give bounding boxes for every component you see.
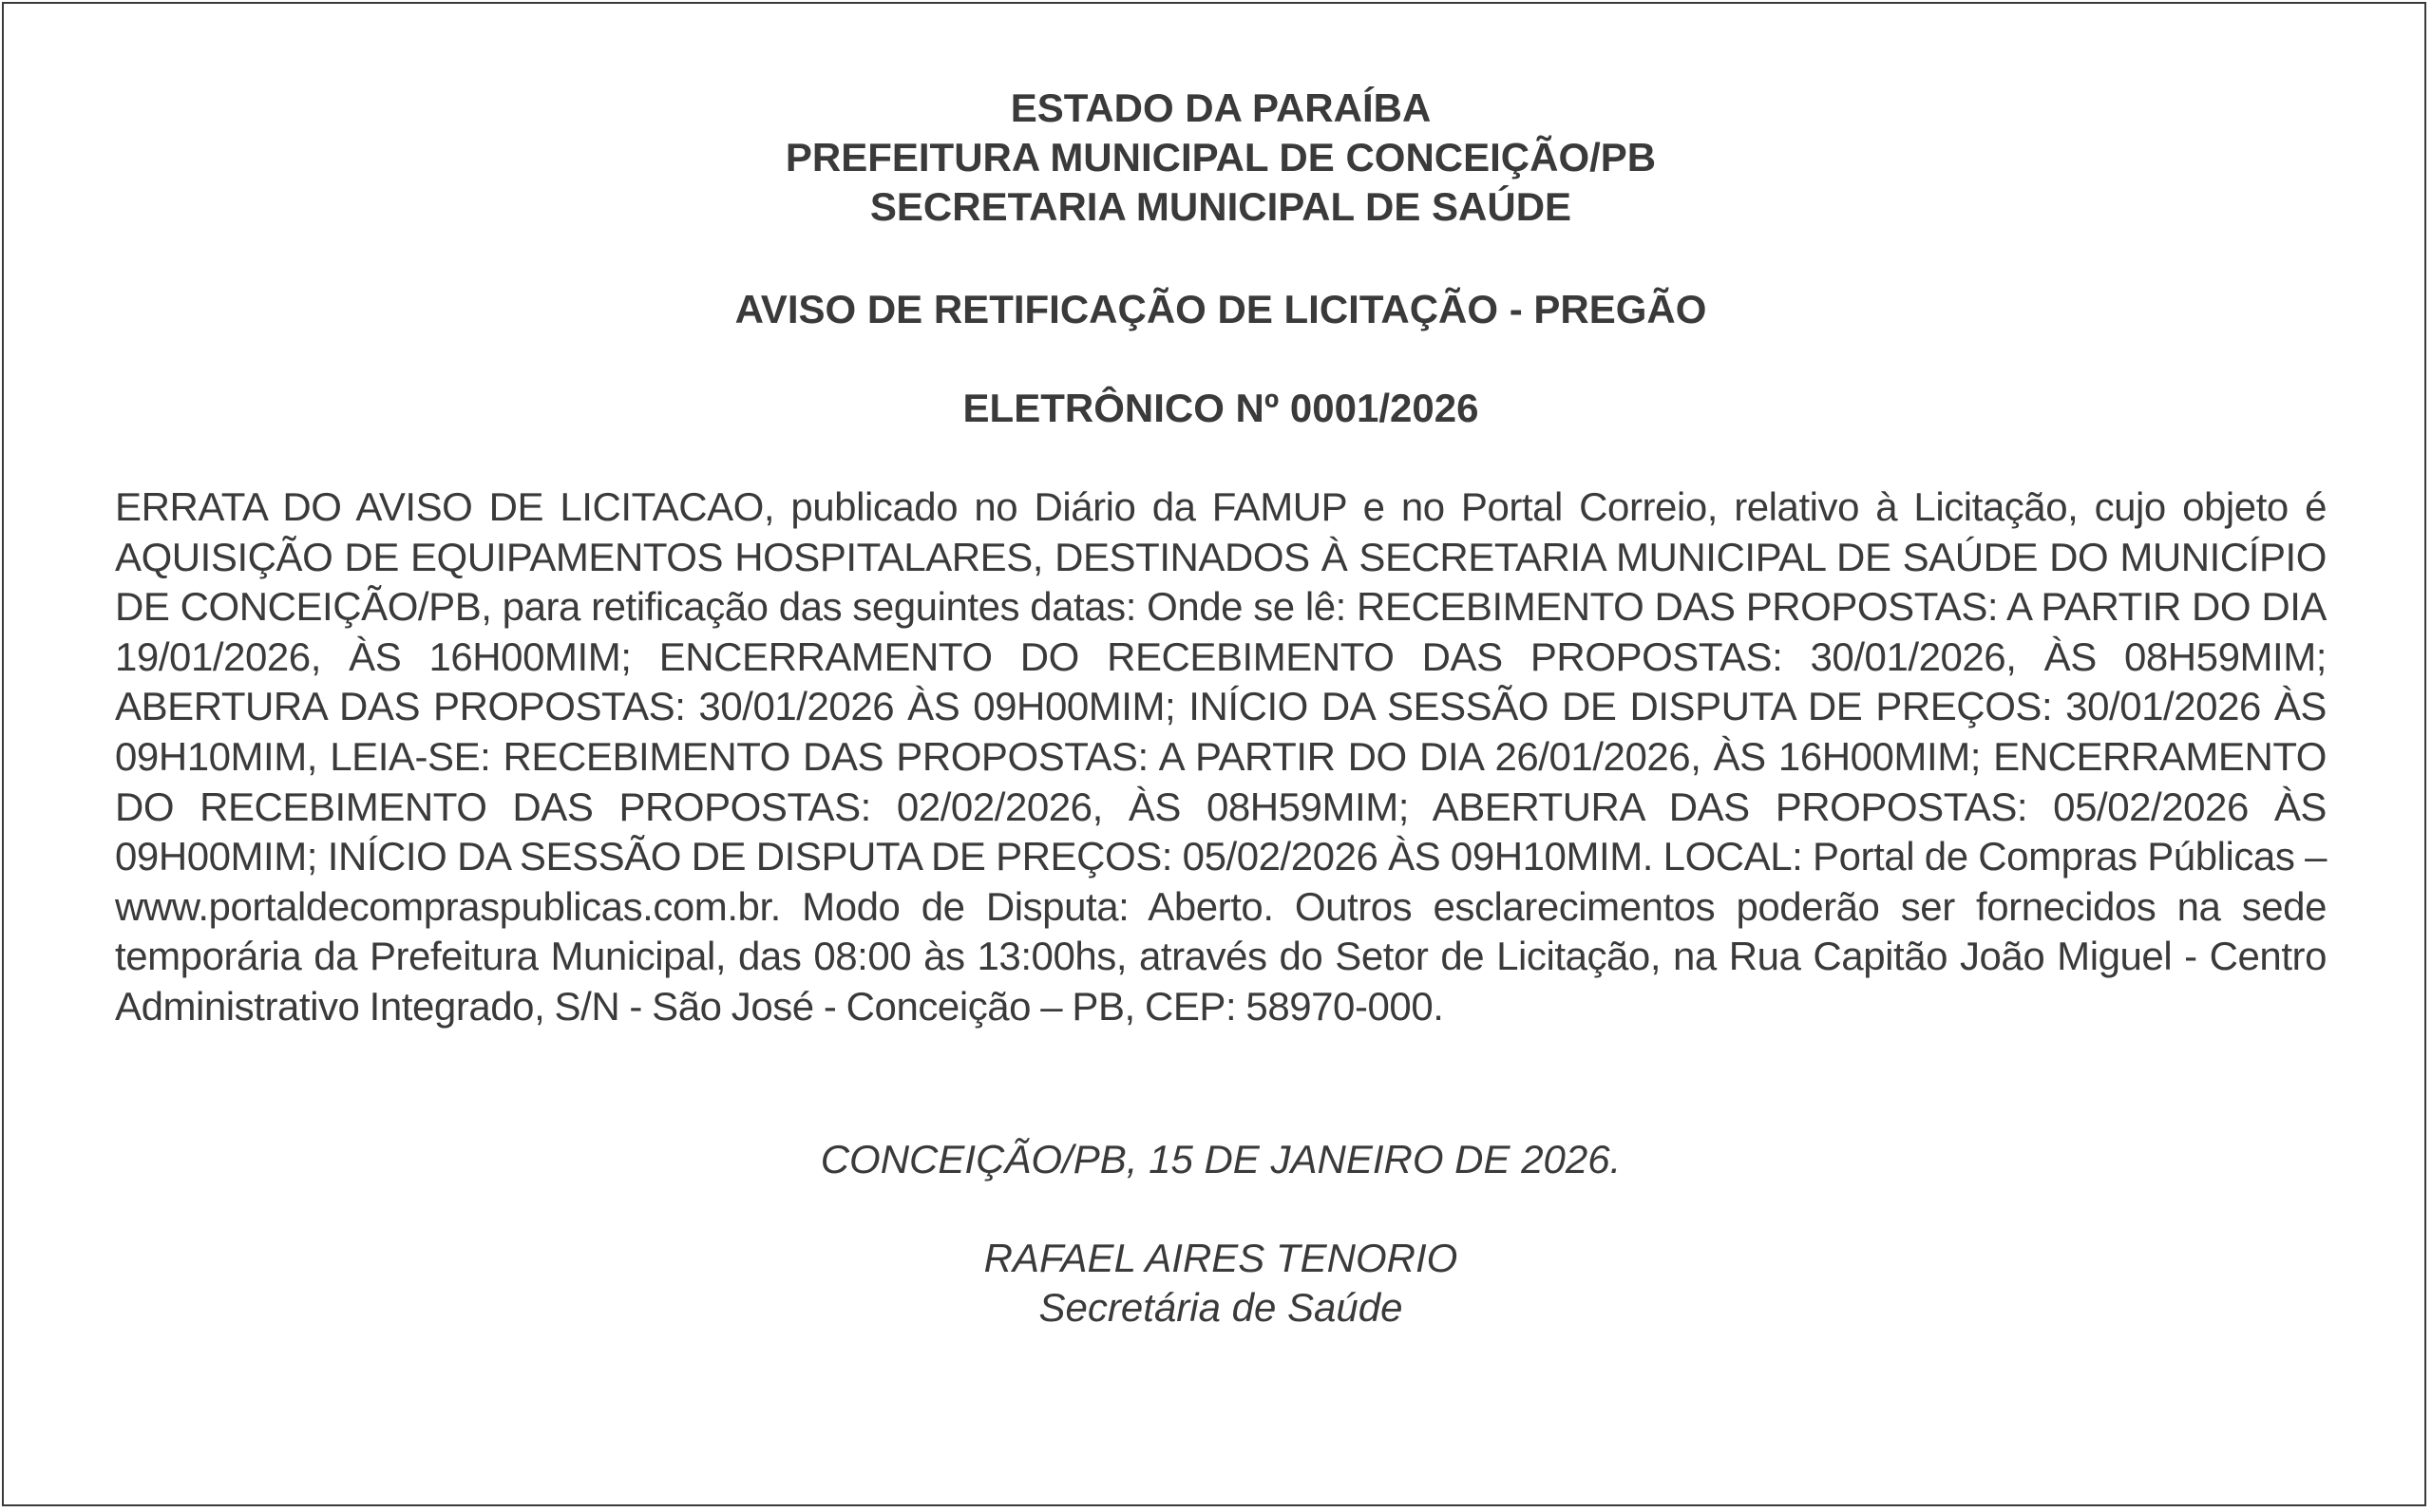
notice-body: ERRATA DO AVISO DE LICITACAO, publicado no Diário da FAMUP e no Portal Correio, relativo à Licitação, cujo objeto é AQUISIÇÃO DE EQUIPAMENTOS HOSPITALARES, DESTINADOS À SECRETARIA MUNICIPAL DE SAÚDE DO MUNICÍPIO DE CONCEIÇÃO/PB, para retificação das seguintes datas: Onde se lê: RECEBIMENTO DAS PROPOSTAS: A PARTIR DO DIA 19/01/2026, ÀS 16H00MIM; ENCERRAMENTO DO RECEBIMENTO DAS PROPOSTAS: 30/01/2026, ÀS 08H59MIM; ABERTURA DAS PROPOSTAS: 30/01/2026 ÀS 09H00MIM; INÍCIO DA SESSÃO DE DISPUTA DE PREÇOS: 30/01/2026 ÀS 09H10MIM, LEIA-SE: RECEBIMENTO DAS PROPOSTAS: A PARTIR DO DIA 26/01/2026, ÀS 16H00MIM; ENCERRAMENTO DO RECEBIMENTO DAS PROPOSTAS: 02/02/2026, ÀS 08H59MIM; ABERTURA DAS PROPOSTAS: 05/02/2026 ÀS 09H00MIM; INÍCIO DA SESSÃO DE DISPUTA DE PREÇOS: 05/02/2026 ÀS 09H10MIM. LOCAL: Portal de Compras Públicas – www.portaldecompraspublicas.com.br. Modo de Disputa: Aberto. Outros esclarecimentos poderão ser fornecidos na sede temporária da Prefeitura Municipal, das 08:00 às 13:00hs, através do Setor de Licitação, na Rua Capitão João Miguel - Centro Administrativo Integrado, S/N - São José - Conceição – PB, CEP: 58970-000. bbox=[115, 484, 2327, 1029]
document-header bbox=[115, 84, 2327, 232]
issue-date: CONCEIÇÃO/PB, 15 DE JANEIRO DE 2026. bbox=[820, 1136, 1622, 1181]
department-name: SECRETARIA MUNICIPAL DE SAÚDE bbox=[869, 184, 1572, 229]
signer-role: Secretária de Saúde bbox=[1038, 1284, 1403, 1330]
signer-name: RAFAEL AIRES TENORIO bbox=[983, 1235, 1458, 1280]
document-frame bbox=[2, 2, 2426, 1506]
municipality-name: PREFEITURA MUNICIPAL DE CONCEIÇÃO/PB bbox=[785, 135, 1657, 180]
state-name: ESTADO DA PARAÍBA bbox=[1010, 85, 1432, 130]
notice-title: AVISO DE RETIFICAÇÃO DE LICITAÇÃO - PREGÃO bbox=[734, 287, 1707, 331]
notice-number: ELETRÔNICO Nº 0001/2026 bbox=[962, 386, 1479, 430]
document-content bbox=[115, 84, 2327, 1332]
